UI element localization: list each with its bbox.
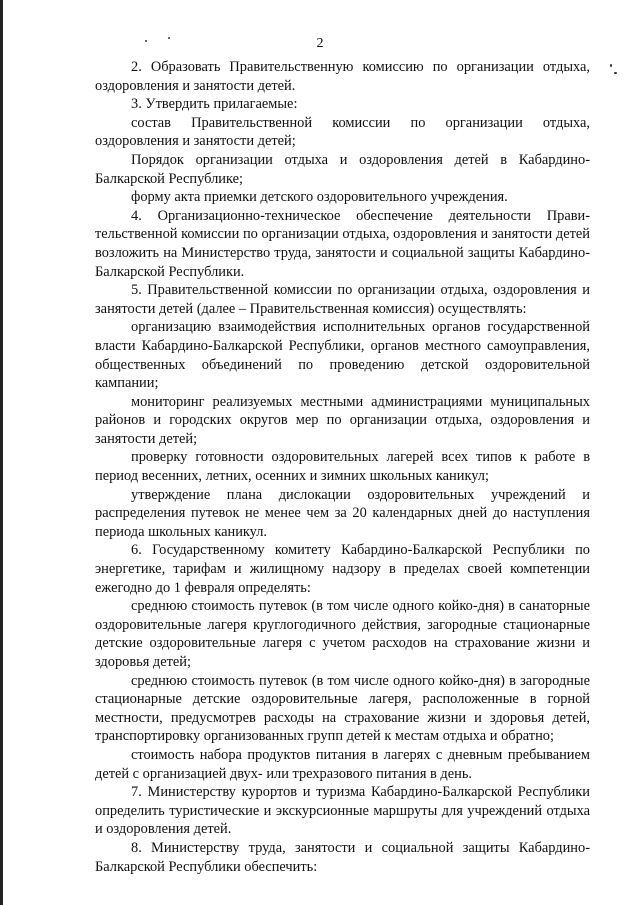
document-body — [95, 58, 590, 876]
paragraph-item-2: 2. Образовать Правительственную комиссию по организации отдыха, оздоровления и занятости детей. — [95, 59, 590, 94]
scan-edge-mark — [0, 0, 3, 905]
scan-speck — [610, 64, 612, 67]
paragraph-item-4: 4. Организационно-техническое обеспечение деятельности Правительственной комиссии по организации отдыха, оздоровления и занятости детей возложить на Министерство труда, занятости и социальной защиты Кабардино-Балкарской Республики. — [95, 207, 590, 280]
paragraph-food-cost: стоимость набора продуктов питания в лагерях с дневным пребыванием детей с организацией двух- или трехразового питания в день. — [95, 746, 590, 782]
paragraph-average-cost-mountain: среднюю стоимость путевок (в том числе одного койко-дня) в загородные стационарные детские оздоровительные лагеря, расположенные в горной местности, предусмотрев расходы на страхование жизни и здоровья детей, транспортировку организованных групп детей к местам отдыха и обратно; — [95, 672, 590, 745]
paragraph-procedure: Порядок организации отдыха и оздоровления детей в Кабардино-Балкарской Республике; — [95, 151, 590, 187]
paragraph-coordination: организацию взаимодействия исполнительных органов государственной власти Кабардино-Балкарской Республики, органов местного самоуправления, общественных объединений по проведению детской оздоровительной кампании; — [95, 319, 590, 392]
paragraph-item-8: 8. Министерству труда, занятости и социальной защиты Кабардино-Балкарской Республики обеспечить: — [95, 839, 590, 875]
paragraph-commission-composition: состав Правительственной комиссии по организации отдыха, оздоровления и занятости детей; — [95, 114, 590, 150]
page-number: 2 — [316, 36, 324, 51]
paragraph-item-5: 5. Правительственной комиссии по организации отдыха, оздоровления и занятости детей (далее – Правительственная комиссия) осуществлять: — [95, 282, 590, 317]
paragraph-dislocation-plan: утверждение плана дислокации оздоровительных учреждений и распределения путевок не менее чем за 20 календарных дней до наступления периода школьных каникул. — [95, 486, 590, 540]
paragraph-item-3: 3. Утвердить прилагаемые: — [131, 96, 298, 113]
paragraph-readiness-check: проверку готовности оздоровительных лагерей всех типов к работе в период весенних, летних, осенних и зимних школьных каникул; — [95, 449, 590, 485]
paragraph-average-cost-sanatorium: среднюю стоимость путевок (в том числе одного койко-дня) в санаторные оздоровительные лагеря круглогодичного действия, загородные стационарные детские оздоровительные лагеря с учетом расходов на страхование жизни и здоровья детей; — [95, 598, 590, 670]
paragraph-monitoring: мониторинг реализуемых местными администрациями муниципальных районов и городских округов мер по организации отдыха, оздоровления и занятости детей; — [95, 393, 590, 447]
paragraph-acceptance-act-form: форму акта приемки детского оздоровительного учреждения. — [131, 189, 508, 206]
paragraph-item-6: 6. Государственному комитету Кабардино-Балкарской Республики по энергетике, тарифам и жилищному надзору в пределах своей компетенции ежегодно до 1 февраля определять: — [95, 542, 590, 596]
scan-speck — [614, 72, 617, 74]
paragraph-item-7: 7. Министерству курортов и туризма Кабардино-Балкарской Республики определить туристические и экскурсионные маршруты для учреждений отдыха и оздоровления детей. — [95, 784, 590, 838]
